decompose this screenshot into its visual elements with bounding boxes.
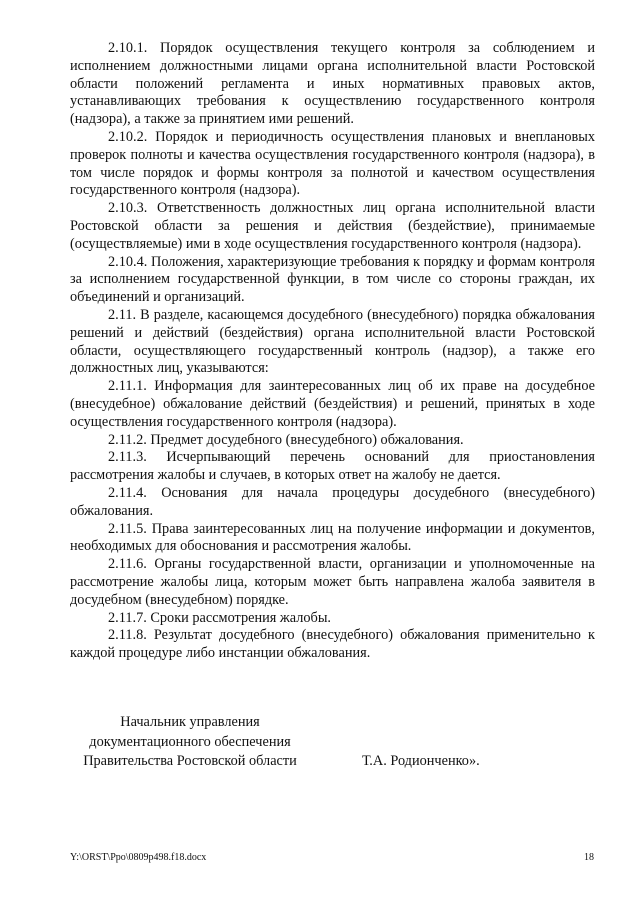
paragraph-2-10-3: 2.10.3. Ответственность должностных лиц органа исполнительной власти Ростовской области за решения и действия (бездействие), принимаемые (осуществляемые) ими в ходе осуществления государственного контроля (надзора). <box>70 200 595 252</box>
signature-position-line: документационного обеспечения <box>89 733 291 750</box>
page-number: 18 <box>584 852 594 863</box>
paragraph-2-11-1: 2.11.1. Информация для заинтересованных лиц об их праве на досудебное (внесудебное) обжалование действий (бездействия) и решений, принятых в ходе осуществления государственного контроля (надзора). <box>70 378 595 430</box>
paragraph-2-11: 2.11. В разделе, касающемся досудебного (внесудебного) порядка обжалования решений и действий (бездействия) органа исполнительной власти Ростовской области, осуществляющего государственный контроль (надзор), а также его должностных лиц, указываются: <box>70 306 595 377</box>
paragraph-2-11-6: 2.11.6. Органы государственной власти, организации и уполномоченные на рассмотрение жалобы лица, которым может быть направлена жалоба заявителя в досудебном (внесудебном) порядке. <box>70 556 595 608</box>
paragraph-2-10-1: 2.10.1. Порядок осуществления текущего контроля за соблюдением и исполнением должностными лицами органа исполнительной власти Ростовской области положений регламента и иных нормативных правовых актов, устанавливающих требования к осуществлению государственного контроля (надзора), а также за принятием ими решений. <box>70 40 595 128</box>
paragraph-2-11-4: 2.11.4. Основания для начала процедуры досудебного (внесудебного) обжалования. <box>70 484 595 519</box>
paragraph-2-11-3: 2.11.3. Исчерпывающий перечень оснований для приостановления рассмотрения жалобы и случаев, в которых ответ на жалобу не дается. <box>70 449 595 484</box>
document-body <box>70 40 595 663</box>
paragraph-2-10-4: 2.10.4. Положения, характеризующие требования к порядку и формам контроля за исполнением государственной функции, в том числе со стороны граждан, их объединений и организаций. <box>70 253 595 306</box>
signature-position-line: Начальник управления <box>120 714 260 730</box>
paragraph-2-11-2: 2.11.2. Предмет досудебного (внесудебного) обжалования. <box>108 431 464 448</box>
signature-position-line: Правительства Ростовской области <box>83 753 297 769</box>
paragraph-2-11-7: 2.11.7. Сроки рассмотрения жалобы. <box>108 609 332 626</box>
paragraph-2-10-2: 2.10.2. Порядок и периодичность осуществления плановых и внеплановых проверок полноты и качества осуществления государственного контроля (надзора), в том числе порядок и формы контроля за полнотой и качеством осуществления государственного контроля (надзора). <box>70 128 595 199</box>
signature-position <box>70 713 310 772</box>
signatory-name: Т.А. Родионченко». <box>362 753 480 769</box>
paragraph-2-11-8: 2.11.8. Результат досудебного (внесудебного) обжалования применительно к каждой процедуре либо инстанции обжалования. <box>70 627 595 662</box>
paragraph-2-11-5: 2.11.5. Права заинтересованных лиц на получение информации и документов, необходимых для обоснования и рассмотрения жалобы. <box>70 520 595 555</box>
footer-file-path: Y:\ORST\Ppo\0809p498.f18.docx <box>70 852 207 863</box>
